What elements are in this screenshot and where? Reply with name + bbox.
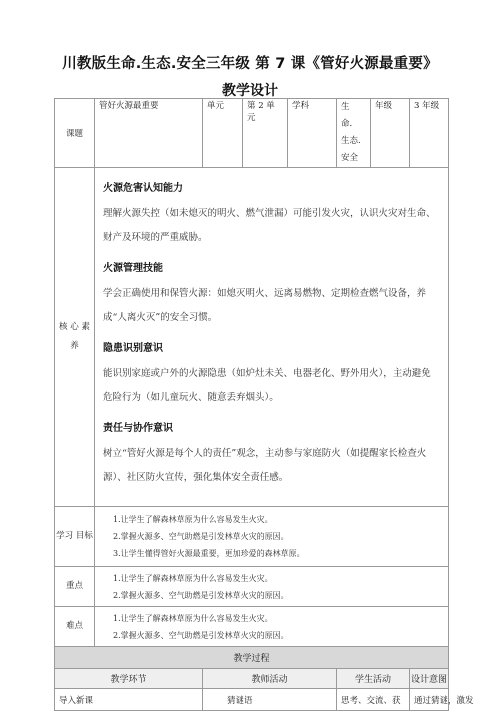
objective-item: 1.让学生了解森林草原为什么容易发生火灾。 bbox=[113, 515, 273, 524]
unit-label: 单元 bbox=[203, 99, 243, 168]
key-points-label: 重点 bbox=[55, 567, 95, 607]
key-points-list bbox=[95, 567, 449, 607]
lesson-plan-table bbox=[54, 98, 474, 711]
objective-item: 2.掌握火源多、空气助燃是引发林草火灾的原因。 bbox=[113, 532, 289, 541]
key-point-item: 1.让学生了解森林草原为什么容易发生火灾。 bbox=[113, 573, 273, 583]
difficulties-label: 难点 bbox=[55, 607, 95, 647]
core-text-4: 树立“管好火源是每个人的责任”观念，主动参与家庭防火（如提醒家长检查火源）、社区防火宣传，强化集体安全责任感。 bbox=[103, 448, 427, 483]
document-subtitle: 教学设计 bbox=[222, 83, 278, 99]
core-text-1: 理解火源失控（如未熄灭的明火、燃气泄漏）可能引发火灾，认识火灾对生命、财产及环境的严重威胁。 bbox=[103, 208, 436, 243]
core-text-2: 学会正确使用和保管火源：如熄灭明火、远离易燃物、定期检查燃气设备，养成“人离火灭”的安全习惯。 bbox=[103, 288, 427, 323]
key-point-item: 2.掌握火源多、空气助燃是引发林草火灾的原因。 bbox=[113, 590, 289, 600]
difficulty-item: 1.让学生了解森林草原为什么容易发生火灾。 bbox=[113, 613, 273, 623]
difficulties-list bbox=[95, 607, 449, 647]
difficulty-item: 2.掌握火源多、空气助燃是引发林草火灾的原因。 bbox=[113, 630, 289, 640]
process-stage: 导入新课 bbox=[55, 689, 203, 711]
core-heading-4: 责任与协作意识 bbox=[103, 423, 173, 434]
header-row bbox=[55, 99, 449, 168]
objectives-row bbox=[55, 507, 449, 567]
grade-label: 年级 bbox=[371, 99, 410, 168]
objectives-list bbox=[95, 507, 449, 567]
process-header-intent: 设计意图 bbox=[410, 669, 449, 689]
process-row bbox=[55, 689, 449, 711]
process-student: 思考、交流、获 bbox=[337, 689, 410, 711]
objective-item: 3.让学生懂得管好火源最重要，更加珍爱的森林草原。 bbox=[113, 549, 305, 558]
objectives-label: 学习 目标 bbox=[55, 507, 95, 567]
process-header-student: 学生活动 bbox=[337, 669, 410, 689]
topic-label: 课题 bbox=[55, 99, 95, 168]
process-intent: 通过猜谜，激发 bbox=[410, 689, 449, 711]
core-literacy-row bbox=[55, 168, 449, 507]
core-text-3: 能识别家庭或户外的火源隐患（如炉灶未关、电器老化、野外用火），主动避免危险行为（如儿童玩火、随意丢弃烟头）。 bbox=[103, 368, 431, 403]
process-header-row bbox=[55, 669, 449, 689]
topic-value: 管好火源最重要 bbox=[95, 99, 203, 168]
subject-label: 学科 bbox=[288, 99, 337, 168]
process-title: 教学过程 bbox=[55, 647, 449, 669]
core-content bbox=[95, 168, 449, 507]
process-header-stage: 教学环节 bbox=[55, 669, 203, 689]
core-label: 核 心 素养 bbox=[55, 168, 95, 507]
process-title-row bbox=[55, 647, 449, 669]
grade-value: 3 年级 bbox=[410, 99, 449, 168]
core-heading-1: 火源危害认知能力 bbox=[103, 183, 183, 194]
key-points-row bbox=[55, 567, 449, 607]
subject-value: 生命．生态.安全 bbox=[337, 99, 371, 168]
process-header-teacher: 教师活动 bbox=[203, 669, 337, 689]
process-teacher: 猜谜语 bbox=[203, 689, 337, 711]
core-heading-3: 隐患识别意识 bbox=[103, 343, 163, 354]
document-title: 川教版生命.生态.安全三年级 第 7 课《管好火源最重要》 bbox=[62, 56, 438, 72]
core-heading-2: 火源管理技能 bbox=[103, 263, 163, 274]
difficulties-row bbox=[55, 607, 449, 647]
unit-value: 第 2 单元 bbox=[243, 99, 288, 168]
